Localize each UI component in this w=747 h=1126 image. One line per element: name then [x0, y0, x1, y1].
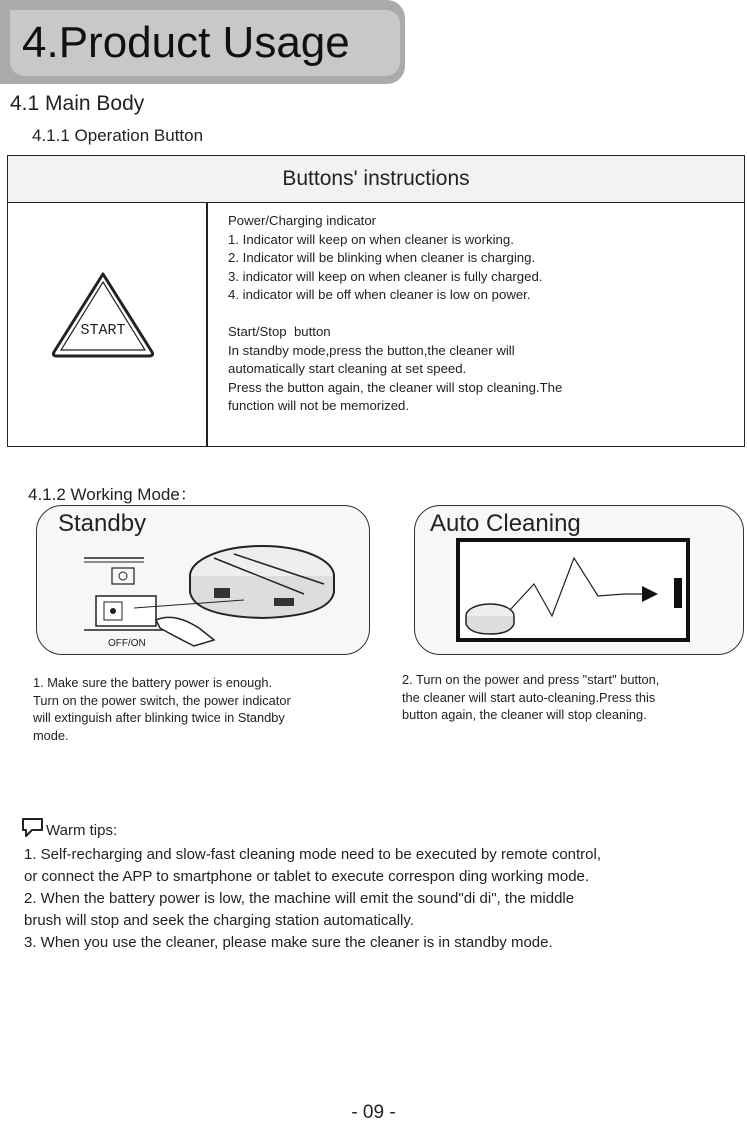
table-header-text: Buttons' instructions: [282, 167, 470, 190]
auto-cleaning-title: Auto Cleaning: [430, 510, 581, 537]
caption-line: the cleaner will start auto-cleaning.Press this: [402, 689, 656, 705]
section-title: 4.Product Usage: [22, 18, 350, 67]
table-divider: [206, 202, 208, 446]
start-icon-label: START: [80, 322, 126, 339]
desc-line: Power/Charging indicator: [228, 213, 377, 228]
desc-line: Start/Stop button: [228, 323, 331, 339]
desc-line: 3. indicator will keep on when cleaner is fully charged.: [228, 268, 543, 284]
auto-cleaning-illustration: [454, 536, 694, 644]
desc-line: In standby mode,press the button,the cleaner will: [228, 342, 515, 358]
standby-title: Standby: [58, 510, 147, 537]
caption-line: Turn on the power switch, the power indicator: [33, 692, 291, 708]
desc-line: Press the button again, the cleaner will stop cleaning.The: [228, 379, 563, 395]
table-header: [8, 156, 744, 203]
caption-line: mode.: [33, 727, 69, 743]
tip-line: brush will stop and seek the charging station automatically.: [24, 912, 414, 929]
tips-title: Warm tips:: [46, 822, 118, 839]
tip-line: 1. Self-recharging and slow-fast cleaning mode need to be executed by remote control,: [24, 846, 602, 863]
desc-line: 1. Indicator will keep on when cleaner is working.: [228, 231, 514, 247]
desc-line: [228, 305, 562, 323]
subheading-main-body: 4.1 Main Body: [10, 92, 145, 115]
caption-line: 2. Turn on the power and press "start" button,: [402, 672, 660, 687]
desc-line: 4. indicator will be off when cleaner is low on power.: [228, 287, 531, 303]
standby-illustration: [74, 528, 354, 652]
caption-line: will extinguish after blinking twice in Standby: [33, 710, 285, 726]
standby-caption: [33, 674, 291, 744]
switch-label: OFF/ON: [108, 638, 146, 649]
subheading-operation-button: 4.1.1 Operation Button: [32, 126, 204, 145]
tip-line: 3. When you use the cleaner, please make sure the cleaner is in standby mode.: [24, 934, 553, 951]
speech-bubble-icon: [20, 816, 46, 838]
auto-cleaning-caption: [402, 671, 659, 724]
start-button-icon: [48, 268, 158, 360]
subheading-working-mode: 4.1.2 Working Mode：: [28, 485, 197, 504]
caption-line: 1. Make sure the battery power is enough.: [33, 675, 273, 690]
page-number: - 09 -: [351, 1102, 396, 1123]
desc-line: function will not be memorized.: [228, 398, 410, 414]
caption-line: button again, the cleaner will stop cleaning.: [402, 707, 647, 723]
tip-line: or connect the APP to smartphone or tablet to execute correspon ding working mode.: [24, 868, 590, 885]
tips-list: [24, 844, 601, 954]
desc-line: automatically start cleaning at set speed.: [228, 361, 467, 377]
tip-line: 2. When the battery power is low, the machine will emit the sound"di di", the middle: [24, 890, 575, 907]
desc-line: 2. Indicator will be blinking when cleaner is charging.: [228, 250, 536, 266]
button-description: [228, 212, 562, 416]
